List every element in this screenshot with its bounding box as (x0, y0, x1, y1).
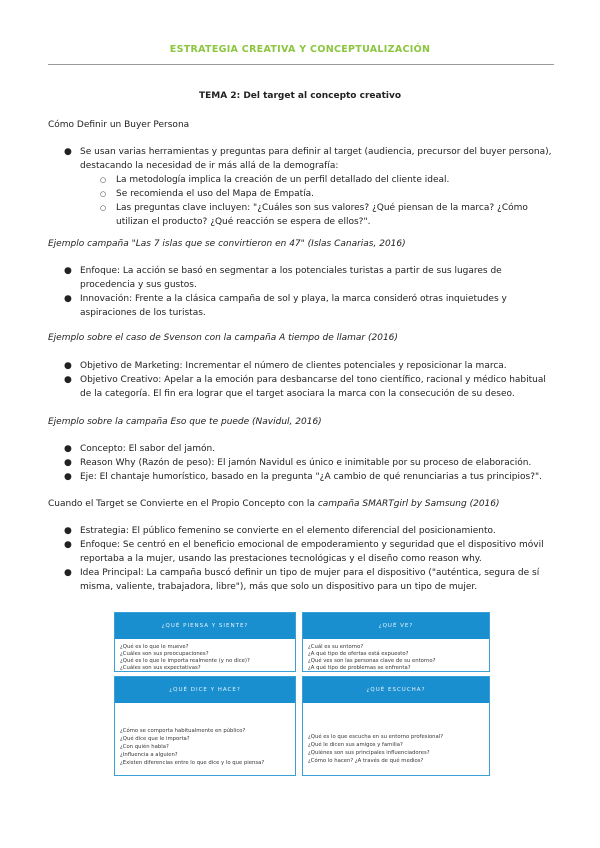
bullet-text: procedencia y sus gustos. (80, 280, 197, 290)
bullet-icon: ● (64, 526, 72, 536)
bullet-icon: ● (64, 266, 72, 276)
empathy-box-ve (302, 612, 490, 672)
empathy-question: ¿Cuáles son sus preocupaciones? (120, 651, 209, 657)
bullet-text: misma, valiente, trabajadora, libre"), más que solo un dispositivo para un tipo de mujer. (80, 582, 478, 592)
empathy-box-title: ¿QUÉ PIENSA Y SIENTE? (115, 613, 295, 639)
bullet-text: Idea Principal: La campaña buscó definir un tipo de mujer para el dispositivo ("auténtica, segura de sí (80, 568, 540, 578)
bullet-text: Reason Why (Razón de peso): El jamón Navidul es único e inimitable por su proceso de elaboración. (80, 458, 532, 468)
circle-bullet-icon: ○ (100, 176, 107, 184)
empathy-question: ¿Qué es lo que escucha en su entorno profesional? (308, 734, 444, 740)
bullet-text: Se usan varias herramientas y preguntas para definir al target (audiencia, precursor del buyer persona), (80, 147, 552, 157)
header-title: ESTRATEGIA CREATIVA Y CONCEPTUALIZACIÓN (169, 44, 431, 55)
sub-bullet-text: Se recomienda el uso del Mapa de Empatía. (116, 189, 315, 199)
header-divider (48, 64, 554, 65)
sub-bullet-text: utilizan el producto? ¿Qué reacción se espera de ellos?". (116, 217, 371, 227)
bullet-icon: ● (64, 458, 72, 468)
empathy-box-escucha (302, 676, 490, 776)
bullet-text: Objetivo de Marketing: Incrementar el número de clientes potenciales y reposicionar la marca. (80, 361, 507, 371)
bullet-icon: ● (64, 568, 72, 578)
bullet-text: Eje: El chantaje humorístico, basado en la pregunta "¿A cambio de qué renunciarias a tus principios?". (80, 472, 542, 482)
empathy-question: ¿A qué tipo de ofertas está expuesto? (308, 651, 409, 657)
bullet-text: Objetivo Creativo: Apelar a la emoción para desbancarse del tono científico, racional y médico habitual (80, 375, 546, 385)
empathy-question: ¿Quiénes son sus principales influenciadores? (308, 750, 430, 756)
empathy-box-title: ¿QUÉ DICE Y HACE? (115, 677, 295, 703)
heading-campaign-name: campaña SMARTgirl by Samsung (2016) (317, 499, 500, 509)
empathy-question: ¿Con quién habla? (120, 744, 169, 750)
bullet-text: aspiraciones de los turistas. (80, 308, 206, 318)
empathy-map (114, 612, 490, 774)
section-heading-buyer-persona: Cómo Definir un Buyer Persona (48, 120, 190, 130)
list-item (64, 292, 554, 320)
example-heading-navidul: Ejemplo sobre la campaña Eso que te puede (Navidul, 2016) (48, 417, 322, 427)
bullet-icon: ● (64, 444, 72, 454)
bullet-text: Innovación: Frente a la clásica campaña de sol y playa, la marca consideró otras inquietudes y (80, 294, 507, 304)
empathy-question: ¿Cuáles son sus expectativas? (120, 665, 201, 671)
empathy-question: ¿Influencia a alguien? (120, 752, 178, 758)
sub-bullet-text: Las preguntas clave incluyen: "¿Cuáles son sus valores? ¿Qué piensan de la marca? ¿Cómo (116, 203, 528, 213)
bullet-icon: ● (64, 147, 72, 157)
list-item (64, 264, 554, 292)
bullet-text: reportaba a la mujer, usando las prestaciones tecnológicas y el diseño como reason why. (80, 554, 482, 564)
empathy-question: ¿Cómo se comporta habitualmente en público? (120, 728, 246, 734)
empathy-box-title: ¿QUÉ ESCUCHA? (303, 677, 489, 703)
list-item (64, 470, 554, 484)
bullet-text: Estrategia: El público femenino se convierte en el elemento diferencial del posicionamiento. (80, 526, 496, 536)
list-item (64, 442, 554, 456)
sub-bullet-text: La metodología implica la creación de un perfil detallado del cliente ideal. (116, 175, 450, 185)
list-item (64, 538, 554, 566)
empathy-question: ¿A qué tipo de problemas se enfrenta? (308, 665, 411, 671)
empathy-question: ¿Qué le dicen sus amigos y familia? (308, 742, 403, 748)
list-item (64, 456, 554, 470)
bullet-text: Enfoque: Se centró en el beneficio emocional de empoderamiento y seguridad que el dispositivo móvil (80, 540, 544, 550)
bullet-icon: ● (64, 540, 72, 550)
empathy-question: ¿Qué ves son las personas clave de su entorno? (308, 658, 436, 664)
example-heading-canarias: Ejemplo campaña "Las 7 islas que se convirtieron en 47" (Islas Canarias, 2016) (48, 239, 406, 249)
bullet-text: de la categoría. El fin era lograr que el target asociara la marca con la consecución de su deseo. (80, 389, 515, 399)
bullet-icon: ● (64, 294, 72, 304)
list-item (64, 566, 554, 594)
empathy-question: ¿Qué es lo que le importa realmente (y no dice)? (120, 658, 250, 664)
bullet-text: Concepto: El sabor del jamón. (80, 444, 216, 454)
empathy-question: ¿Cuál es su entorno? (308, 644, 364, 650)
bullet-icon: ● (64, 375, 72, 385)
empathy-question: ¿Qué es lo que le mueve? (120, 644, 189, 650)
sub-list-item (100, 173, 554, 187)
circle-bullet-icon: ○ (100, 190, 107, 198)
empathy-box-piensa (114, 612, 296, 672)
empathy-box-dice (114, 676, 296, 776)
sub-list-item (100, 201, 554, 229)
sub-list-item (100, 187, 554, 201)
list-item (64, 359, 554, 373)
topic-title: TEMA 2: Del target al concepto creativo (198, 91, 402, 101)
example-heading-svenson: Ejemplo sobre el caso de Svenson con la campaña A tiempo de llamar (2016) (48, 333, 398, 343)
empathy-question: ¿Cómo lo hacen? ¿A través de qué medios? (308, 758, 424, 764)
list-item (64, 145, 554, 173)
bullet-text: destacando la necesidad de ir más allá de la demografía: (80, 161, 339, 171)
bullet-icon: ● (64, 361, 72, 371)
section-heading-smartgirl (48, 497, 500, 511)
bullet-text: Enfoque: La acción se basó en segmentar a los potenciales turistas a partir de sus lugares de (80, 266, 502, 276)
bullet-icon: ● (64, 472, 72, 482)
list-item (64, 373, 554, 401)
empathy-question: ¿Existen diferencias entre lo que dice y lo que piensa? (120, 760, 265, 766)
heading-text: Cuando el Target se Convierte en el Propio Concepto con la (48, 499, 318, 509)
empathy-question: ¿Qué dice que le importa? (120, 736, 190, 742)
empathy-box-title: ¿QUÉ VE? (303, 613, 489, 639)
list-item (64, 524, 554, 538)
circle-bullet-icon: ○ (100, 204, 107, 212)
